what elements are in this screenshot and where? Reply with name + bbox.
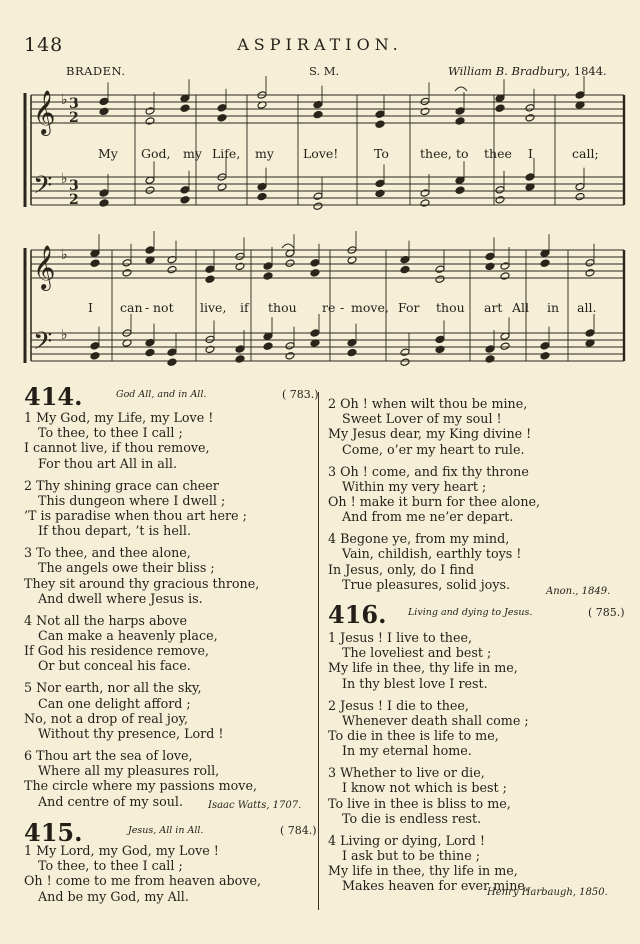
half-note <box>145 107 155 115</box>
hymn-line: 3 To thee, and thee alone, <box>24 545 191 561</box>
quarter-note <box>99 97 109 105</box>
lyric-syllable: All <box>512 300 530 315</box>
lyric-syllable: Life, <box>212 146 241 161</box>
half-note <box>122 259 132 267</box>
hymn-line: Whenever death shall come ; <box>342 712 529 728</box>
quarter-note <box>217 114 227 122</box>
hymn-line: And be my God, my All. <box>38 888 189 904</box>
lyric-syllable: thou <box>268 300 297 315</box>
lyric-syllable: to <box>456 146 469 161</box>
quarter-note <box>455 186 465 194</box>
half-note <box>435 275 445 283</box>
quarter-note <box>540 352 550 360</box>
hymn-line: To thee, to thee I call ; <box>38 858 183 874</box>
lyric-syllable: My <box>98 146 118 161</box>
lyric-syllable: all. <box>577 300 597 315</box>
lyric-syllable: To <box>374 146 389 161</box>
quarter-note <box>90 342 100 350</box>
lyric-syllable: - <box>340 300 345 315</box>
quarter-note <box>313 110 323 118</box>
half-note <box>500 262 510 270</box>
hymn-line: 3 Whether to live or die, <box>328 765 485 781</box>
lyric-syllable: For <box>398 300 420 315</box>
quarter-note <box>375 189 385 197</box>
hymn-line: Vain, childish, earthly toys ! <box>342 546 522 562</box>
column-divider <box>318 392 319 910</box>
half-note <box>495 196 505 204</box>
hymn-line: Makes heaven for ever mine. <box>342 878 529 894</box>
quarter-note <box>263 262 273 270</box>
hymn-title: God All, and in All. <box>116 389 207 400</box>
hymn-header-416 <box>328 600 625 629</box>
treble-clef-icon: 𝄞 <box>33 90 56 134</box>
quarter-note <box>485 355 495 363</box>
half-note <box>525 104 535 112</box>
hymn-line: This dungeon where I dwell ; <box>38 492 226 508</box>
quarter-note <box>485 252 495 260</box>
hymn-title: Living and dying to Jesus. <box>408 607 533 618</box>
hymn-line: Within my very heart ; <box>342 478 487 494</box>
hymn-line: To thee, to thee I call ; <box>38 425 183 441</box>
hymn-title: Jesus, All in All. <box>128 825 204 836</box>
hymn-line: The angels owe their bliss ; <box>38 560 215 576</box>
hymn-line: 1 My God, my Life, my Love ! <box>24 410 214 425</box>
quarter-note <box>167 348 177 356</box>
hymn-reference: ( 784.) <box>280 824 317 837</box>
quarter-note <box>235 355 245 363</box>
half-note <box>575 192 585 200</box>
hymn-number: 414. <box>24 382 83 411</box>
lyric-syllable: in <box>547 300 560 315</box>
hymn-line: My Jesus dear, my King divine ! <box>328 426 532 442</box>
half-note <box>400 348 410 356</box>
lyric-syllable: move, <box>351 300 389 315</box>
lyric-syllable: I <box>88 300 93 315</box>
quarter-note <box>167 358 177 366</box>
hymn-line: True pleasures, solid joys. <box>342 576 511 592</box>
half-note <box>400 358 410 366</box>
hymn-header-415 <box>24 818 317 847</box>
hymn-line: 1 My Lord, my God, my Love ! <box>24 843 219 858</box>
hymn-line: To live in thee is bliss to me, <box>328 795 511 811</box>
hymn-line: 3 Oh ! come, and fix thy throne <box>328 463 529 479</box>
hymn-line: For thou art All in all. <box>38 455 178 471</box>
quarter-note <box>485 262 495 270</box>
quarter-note <box>310 329 320 337</box>
hymn-attribution: Henry Harbaugh, 1850. <box>487 887 608 898</box>
key-signature-flat-icon: ♭ <box>61 247 68 263</box>
lyric-syllable: can <box>120 300 143 315</box>
lyric-syllable: I <box>528 146 533 161</box>
half-note <box>495 186 505 194</box>
hymn-line: They sit around thy gracious throne, <box>24 575 260 591</box>
quarter-note <box>99 189 109 197</box>
quarter-note <box>145 246 155 254</box>
half-note <box>313 192 323 200</box>
hymn-line: Can make a heavenly place, <box>38 628 218 643</box>
hymn-line: If thou depart, ’t is hell. <box>38 523 191 539</box>
time-signature-bottom: 2 <box>69 110 79 126</box>
hymn-line: I ask but to be thine ; <box>342 848 481 863</box>
hymn-line: My life in thee, thy life in me, <box>328 660 518 676</box>
hymn-line: And dwell where Jesus is. <box>38 590 203 606</box>
quarter-note <box>485 345 495 353</box>
hymn-line: Or but conceal his face. <box>38 658 191 674</box>
hymn-header-414 <box>24 382 319 411</box>
page-number: 148 <box>24 34 64 56</box>
half-note <box>205 345 215 353</box>
quarter-note <box>435 345 445 353</box>
hymn-line: 6 Thou art the sea of love, <box>24 748 193 763</box>
quarter-note <box>310 259 320 267</box>
quarter-note <box>90 352 100 360</box>
hymn-line: To die in thee is life to me, <box>328 728 499 743</box>
quarter-note <box>347 348 357 356</box>
half-note <box>167 265 177 273</box>
hymn-line: Oh ! come to me from heaven above, <box>24 873 262 889</box>
quarter-note <box>205 275 215 283</box>
music-score <box>0 0 640 380</box>
half-note <box>420 97 430 105</box>
quarter-note <box>495 104 505 112</box>
hymn-line: Oh ! make it burn for thee alone, <box>328 494 541 509</box>
hymn-line: Where all my pleasures roll, <box>38 763 220 779</box>
hymn-reference: ( 785.) <box>588 606 625 619</box>
hymn-line: 5 Nor earth, nor all the sky, <box>24 680 202 696</box>
hymn-line: I know not which is best ; <box>342 780 507 796</box>
lyric-syllable: not <box>153 300 174 315</box>
half-note <box>122 269 132 277</box>
quarter-note <box>455 107 465 115</box>
quarter-note <box>263 272 273 280</box>
hymn-line: 4 Begone ye, from my mind, <box>328 531 510 547</box>
hymn-line: ’T is paradise when thou art here ; <box>24 508 247 523</box>
lyric-syllable: God, <box>141 146 171 161</box>
quarter-note <box>525 173 535 181</box>
hymn-line: In thy blest love I rest. <box>342 675 488 691</box>
quarter-note <box>180 196 190 204</box>
lyric-syllable: re <box>322 300 336 315</box>
half-note <box>235 262 245 270</box>
fermata-icon <box>455 87 467 91</box>
hymn-line: And centre of my soul. <box>38 793 183 809</box>
lyric-syllable: art <box>484 300 503 315</box>
half-note <box>500 272 510 280</box>
time-signature-top: 3 <box>69 96 79 112</box>
quarter-note <box>575 91 585 99</box>
hymn-line: 2 Oh ! when wilt thou be mine, <box>328 396 528 411</box>
hymn-line: My life in thee, thy life in me, <box>328 863 518 879</box>
quarter-note <box>540 259 550 267</box>
bass-clef-icon: 𝄢 <box>33 327 53 362</box>
half-note <box>585 269 595 277</box>
half-note <box>145 117 155 125</box>
hymn-attribution: Anon., 1849. <box>546 586 611 597</box>
hymn-number: 416. <box>328 600 387 629</box>
quarter-note <box>217 104 227 112</box>
quarter-note <box>540 342 550 350</box>
hymn-line: The loveliest and best ; <box>342 645 492 661</box>
hymn-reference: ( 783.) <box>282 388 319 401</box>
tune-name: BRADEN. <box>66 64 126 78</box>
quarter-note <box>90 259 100 267</box>
half-note <box>420 107 430 115</box>
hymn-attribution: Isaac Watts, 1707. <box>208 800 302 811</box>
half-note <box>420 189 430 197</box>
hymn-line: 4 Not all the harps above <box>24 612 187 628</box>
quarter-note <box>263 342 273 350</box>
hymn-line: 4 Living or dying, Lord ! <box>328 832 485 848</box>
hymn-line: No, not a drop of real joy, <box>24 710 189 726</box>
half-note <box>285 352 295 360</box>
key-signature-flat-icon: ♭ <box>61 327 68 343</box>
half-note <box>525 114 535 122</box>
running-title: ASPIRATION. <box>237 35 403 54</box>
quarter-note <box>375 110 385 118</box>
half-note <box>285 259 295 267</box>
quarter-note <box>145 348 155 356</box>
lyric-syllable: thou <box>436 300 465 315</box>
hymn-line: 2 Jesus ! I die to thee, <box>328 697 469 713</box>
quarter-note <box>400 265 410 273</box>
quarter-note <box>455 117 465 125</box>
quarter-note <box>435 335 445 343</box>
half-note <box>420 199 430 207</box>
half-note <box>205 335 215 343</box>
hymn-line: And from me ne’er depart. <box>342 509 514 525</box>
quarter-note <box>99 199 109 207</box>
time-signature-bottom: 2 <box>69 192 79 208</box>
lyric-syllable: if <box>240 300 249 315</box>
meter: S. M. <box>309 64 340 78</box>
composer-year: , 1844. <box>566 64 607 78</box>
quarter-note <box>180 186 190 194</box>
hymn-line: The circle where my passions move, <box>24 778 257 794</box>
composer-name: William B. Bradbury <box>448 64 567 78</box>
key-signature-flat-icon: ♭ <box>61 92 68 108</box>
lyric-syllable: thee <box>484 146 512 161</box>
lyric-syllable: call; <box>572 146 599 161</box>
hymn-line: 1 Jesus ! I live to thee, <box>328 630 473 645</box>
half-note <box>285 342 295 350</box>
quarter-note <box>375 179 385 187</box>
hymn-line: Sweet Lover of my soul ! <box>342 411 502 427</box>
key-signature-flat-icon: ♭ <box>61 171 68 187</box>
treble-clef-icon: 𝄞 <box>33 245 56 289</box>
hymn-line: I cannot live, if thou remove, <box>24 440 210 456</box>
time-signature-top: 3 <box>69 178 79 194</box>
hymn-line: In my eternal home. <box>342 743 472 759</box>
half-note <box>235 252 245 260</box>
half-note <box>500 342 510 350</box>
quarter-note <box>180 104 190 112</box>
hymn-line: Come, o’er my heart to rule. <box>342 441 525 457</box>
half-note <box>313 202 323 210</box>
quarter-note <box>257 192 267 200</box>
quarter-note <box>99 107 109 115</box>
half-note <box>145 186 155 194</box>
lyric-syllable: my <box>255 146 274 161</box>
hymn-line: 2 Thy shining grace can cheer <box>24 477 219 493</box>
quarter-note <box>235 345 245 353</box>
half-note <box>435 265 445 273</box>
hymn-line: If God his residence remove, <box>24 643 209 659</box>
fermata-icon <box>282 244 294 248</box>
hymn-line: In Jesus, only, do I find <box>328 561 475 577</box>
lyric-syllable: thee, <box>420 146 452 161</box>
quarter-note <box>375 120 385 128</box>
hymn-line: Without thy presence, Lord ! <box>38 726 224 741</box>
bass-clef-icon: 𝄢 <box>33 171 53 206</box>
quarter-note <box>585 329 595 337</box>
hymn-number: 415. <box>24 818 83 847</box>
half-note <box>585 259 595 267</box>
hymn-line: Can one delight afford ; <box>38 695 191 711</box>
lyric-syllable: - <box>145 300 150 315</box>
lyric-syllable: Love! <box>303 146 339 161</box>
hymn-line: To die is endless rest. <box>342 810 482 826</box>
quarter-note <box>205 265 215 273</box>
lyric-syllable: my <box>183 146 202 161</box>
lyric-syllable: live, <box>200 300 227 315</box>
quarter-note <box>310 269 320 277</box>
